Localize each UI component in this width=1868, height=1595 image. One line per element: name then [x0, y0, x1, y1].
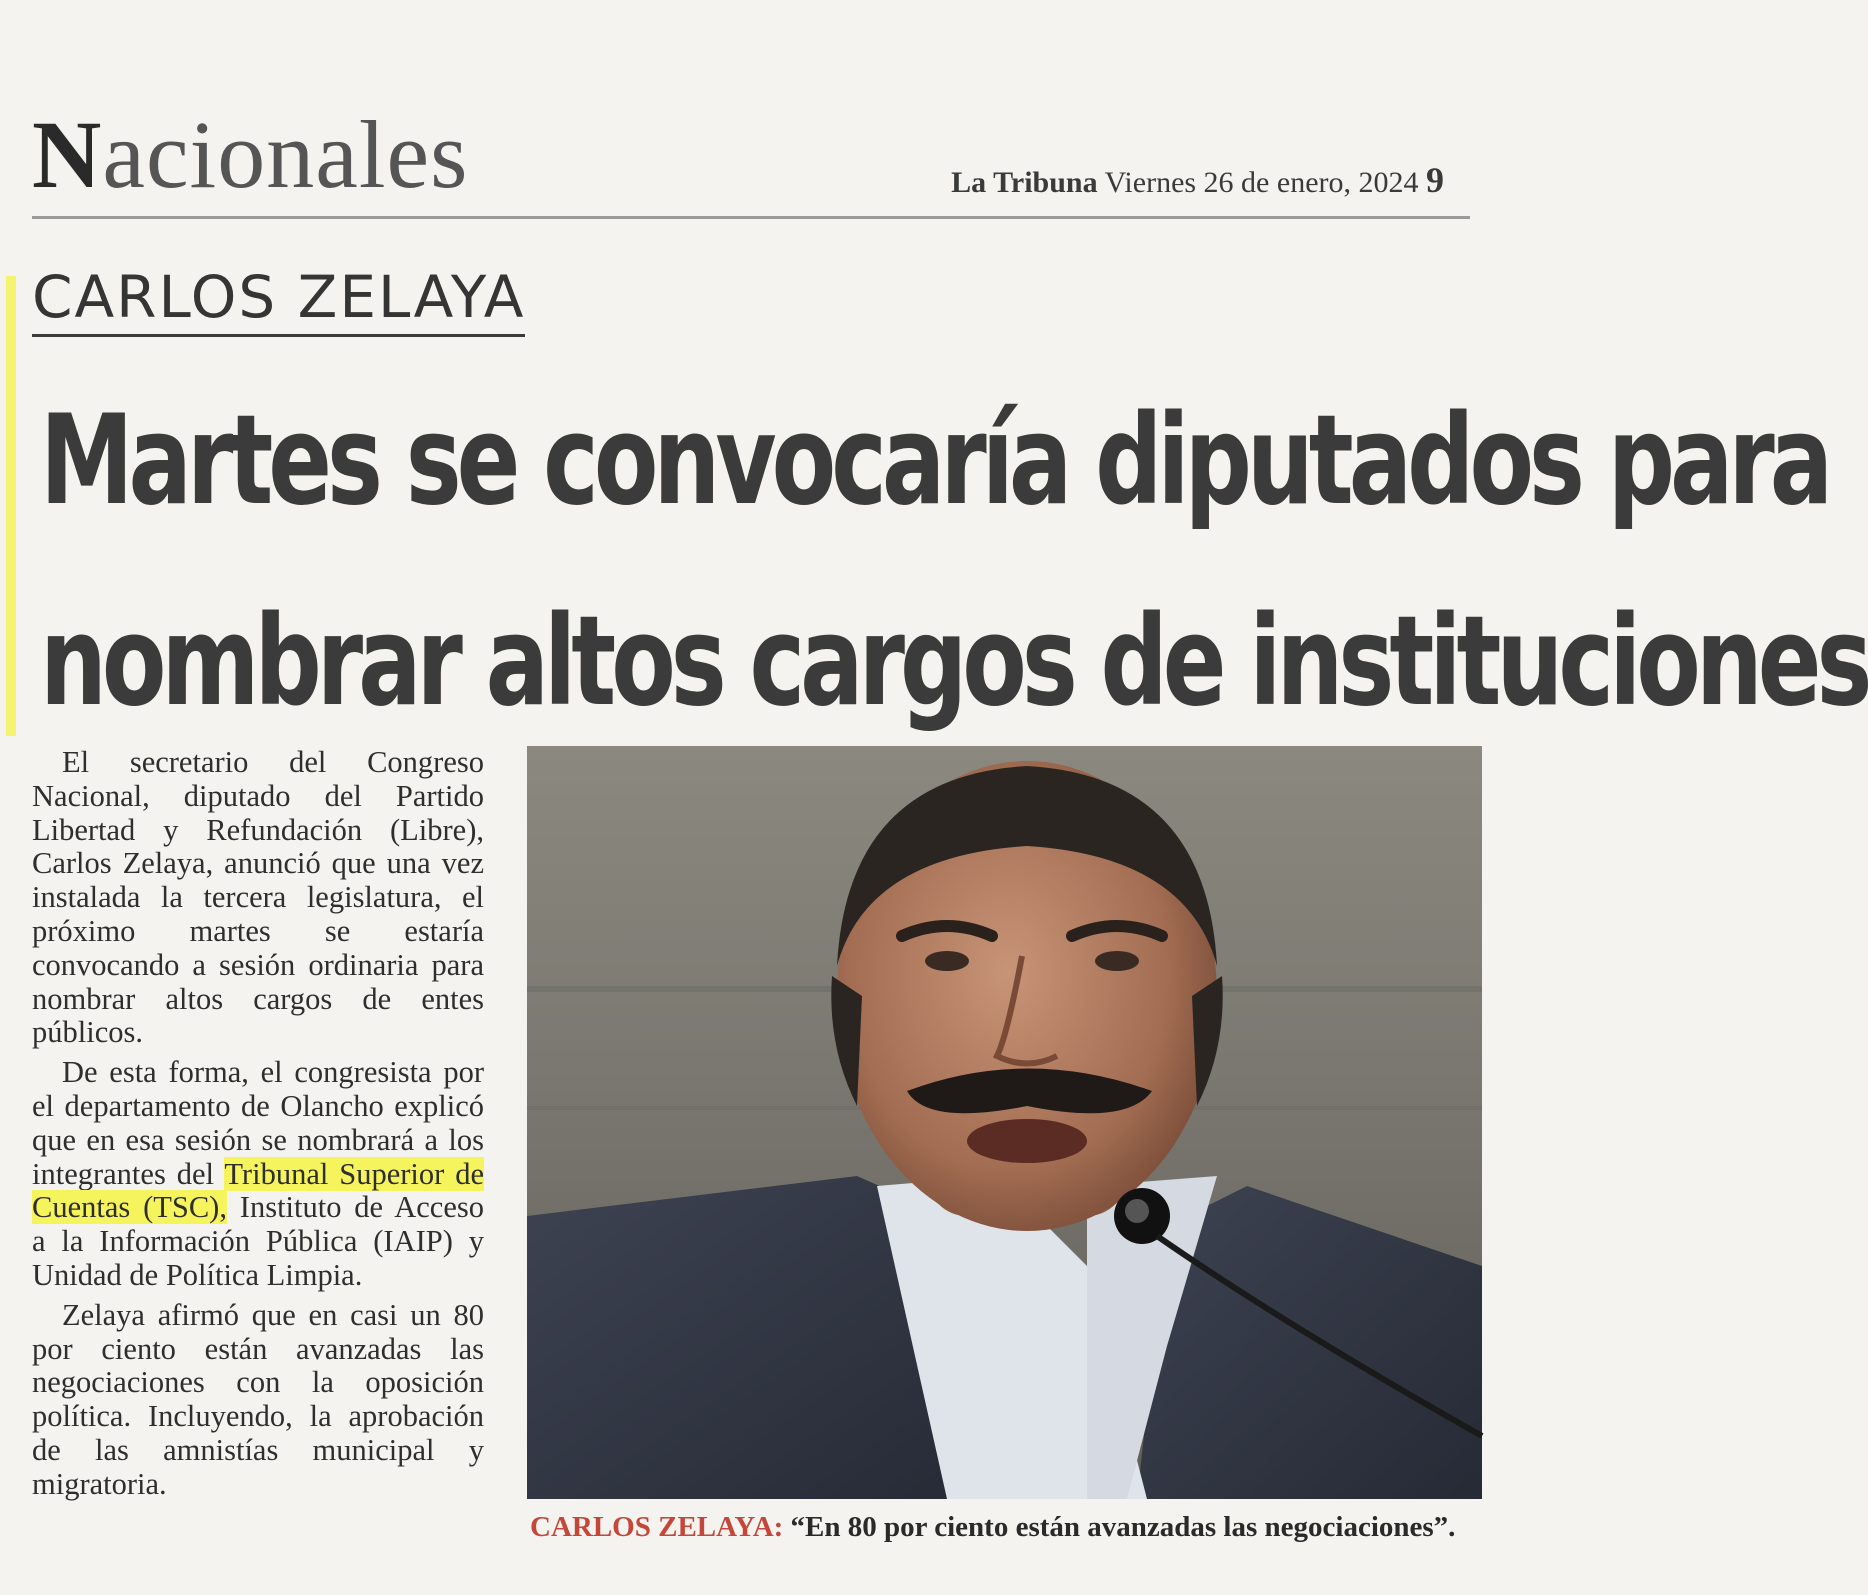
caption-name: CARLOS ZELAYA:	[530, 1511, 784, 1543]
portrait-photo	[527, 746, 1482, 1499]
paragraph-2	[32, 1056, 484, 1293]
paragraph-2-end: Instituto de Acceso a la Información Pública (IAIP) y Unidad de Política Limpia.	[32, 1190, 484, 1292]
header-divider	[32, 216, 1470, 219]
caption-quote: “En 80 por ciento están avanzadas las negociaciones”.	[783, 1511, 1456, 1543]
issue-date: Viernes 26 de enero, 2024	[1104, 166, 1419, 199]
article-body	[32, 746, 484, 1508]
newspaper-name: La Tribuna	[951, 166, 1098, 199]
paragraph-3: Zelaya afirmó que en casi un 80 por ciento están avanzadas las negociaciones con la oposición política. Incluyendo, la aprobación de las amnistías municipal y migratoria.	[32, 1297, 484, 1501]
article-headline	[40, 362, 1868, 763]
section-title	[32, 100, 468, 210]
highlighted-text: Tribunal Superior de Cuentas (TSC),	[32, 1156, 484, 1225]
masthead	[951, 162, 1444, 201]
section-title-rest: acionales	[102, 101, 469, 208]
section-title-initial: N	[32, 101, 103, 208]
headline-line-1: Martes se convocaría diputados para	[40, 389, 1829, 534]
headline-line-2: nombrar altos cargos de instituciones	[40, 590, 1868, 735]
paragraph-2-start: De esta forma, el congresista por el departamento de Olancho explicó que en esa sesión se nombrará a los integrantes del	[32, 1055, 484, 1191]
page-number: 9	[1426, 160, 1444, 200]
photo-illustration	[527, 746, 1482, 1499]
paragraph-1: El secretario del Congreso Nacional, diputado del Partido Libertad y Refundación (Libre), Carlos Zelaya, anunció que una vez instalada la tercera legislatura, el próximo martes se estaría convocando a sesión ordinaria para nombrar altos cargos de entes públicos.	[32, 745, 484, 1050]
photo-caption	[530, 1508, 1480, 1546]
article-kicker: CARLOS ZELAYA	[32, 262, 525, 337]
highlighter-mark	[6, 276, 16, 736]
